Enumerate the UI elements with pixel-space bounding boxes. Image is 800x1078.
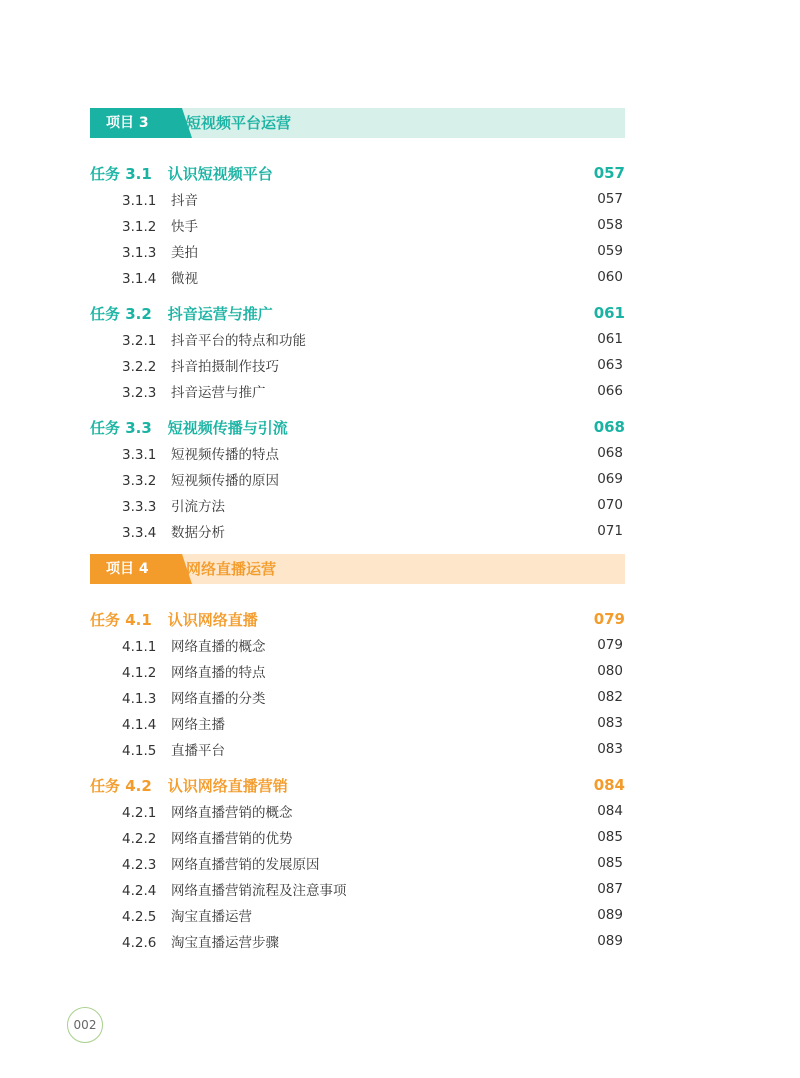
task-page: 061 [593, 304, 625, 322]
subtopic-title [122, 329, 306, 349]
subtopic-name: 网络直播营销流程及注意事项 [171, 883, 347, 899]
task-row[interactable] [90, 300, 625, 326]
subtopic-title [122, 661, 266, 681]
subtopic-number: 4.2.6 [122, 935, 157, 951]
task-block [90, 300, 625, 404]
subtopic-name: 抖音拍摄制作技巧 [171, 359, 279, 375]
subtopic-name: 直播平台 [171, 743, 225, 759]
subtopic-name: 美拍 [171, 245, 198, 261]
subtopic-page: 060 [597, 269, 623, 285]
task-number: 任务 4.1 [90, 610, 152, 629]
subtopic-name: 网络直播营销的概念 [171, 805, 293, 821]
page-number: 002 [67, 1007, 103, 1043]
subtopic-name: 微视 [171, 271, 198, 287]
subtopic-name: 快手 [171, 219, 198, 235]
task-page: 079 [593, 610, 625, 628]
subtopic-number: 3.3.4 [122, 525, 157, 541]
task-page: 084 [593, 776, 625, 794]
task-title [90, 303, 273, 324]
subtopic-title [122, 739, 225, 759]
subtopic-number: 4.1.4 [122, 717, 157, 733]
subtopic-row[interactable] [90, 876, 625, 902]
project-title: 短视频平台运营 [186, 114, 292, 132]
subtopic-title [122, 241, 198, 261]
subtopic-page: 089 [597, 933, 623, 949]
subtopic-page: 083 [597, 741, 623, 757]
task-name: 认识网络直播营销 [167, 776, 288, 795]
subtopic-row[interactable] [90, 212, 625, 238]
subtopic-page: 083 [597, 715, 623, 731]
subtopic-number: 3.2.3 [122, 385, 157, 401]
task-block [90, 160, 625, 290]
task-name: 抖音运营与推广 [167, 304, 273, 323]
subtopic-page: 087 [597, 881, 623, 897]
subtopic-row[interactable] [90, 378, 625, 404]
subtopic-name: 网络直播的特点 [171, 665, 266, 681]
subtopic-row[interactable] [90, 684, 625, 710]
task-page: 057 [593, 164, 625, 182]
subtopic-name: 抖音 [171, 193, 198, 209]
subtopic-row[interactable] [90, 186, 625, 212]
subtopic-row[interactable] [90, 352, 625, 378]
task-number: 任务 3.2 [90, 304, 152, 323]
subtopic-page: 085 [597, 855, 623, 871]
subtopic-row[interactable] [90, 518, 625, 544]
subtopic-page: 089 [597, 907, 623, 923]
subtopic-number: 4.1.1 [122, 639, 157, 655]
subtopic-number: 3.1.3 [122, 245, 157, 261]
toc-section [90, 108, 625, 544]
task-block [90, 606, 625, 762]
subtopic-row[interactable] [90, 710, 625, 736]
subtopic-name: 网络主播 [171, 717, 225, 733]
subtopic-name: 抖音运营与推广 [171, 385, 266, 401]
subtopic-row[interactable] [90, 440, 625, 466]
subtopic-row[interactable] [90, 466, 625, 492]
subtopic-name: 淘宝直播运营步骤 [171, 935, 279, 951]
subtopic-number: 4.2.1 [122, 805, 157, 821]
toc-page [90, 108, 625, 964]
task-page: 068 [593, 418, 625, 436]
subtopic-row[interactable] [90, 902, 625, 928]
subtopic-title [122, 469, 279, 489]
toc-section [90, 554, 625, 954]
subtopic-page: 059 [597, 243, 623, 259]
subtopic-page: 061 [597, 331, 623, 347]
subtopic-title [122, 853, 320, 873]
subtopic-page: 066 [597, 383, 623, 399]
subtopic-page: 082 [597, 689, 623, 705]
subtopic-row[interactable] [90, 928, 625, 954]
subtopic-number: 3.1.1 [122, 193, 157, 209]
project-title: 网络直播运营 [186, 560, 277, 578]
task-title [90, 417, 288, 438]
subtopic-title [122, 355, 279, 375]
task-number: 任务 4.2 [90, 776, 152, 795]
subtopic-number: 3.1.4 [122, 271, 157, 287]
task-name: 短视频传播与引流 [167, 418, 288, 437]
subtopic-name: 引流方法 [171, 499, 225, 515]
project-header [90, 108, 625, 138]
subtopic-title [122, 801, 293, 821]
task-block [90, 772, 625, 954]
subtopic-number: 4.1.2 [122, 665, 157, 681]
subtopic-page: 068 [597, 445, 623, 461]
subtopic-number: 4.1.5 [122, 743, 157, 759]
project-header [90, 554, 625, 584]
task-row[interactable] [90, 160, 625, 186]
subtopic-row[interactable] [90, 264, 625, 290]
task-row[interactable] [90, 606, 625, 632]
subtopic-title [122, 189, 198, 209]
subtopic-title [122, 381, 266, 401]
subtopic-title [122, 521, 225, 541]
subtopic-title [122, 905, 252, 925]
subtopic-name: 抖音平台的特点和功能 [171, 333, 306, 349]
subtopic-title [122, 443, 279, 463]
task-title [90, 775, 288, 796]
task-name: 认识短视频平台 [167, 164, 273, 183]
subtopic-number: 3.3.1 [122, 447, 157, 463]
subtopic-title [122, 267, 198, 287]
project-tag: 项目 3 [90, 108, 182, 138]
subtopic-row[interactable] [90, 238, 625, 264]
subtopic-name: 网络直播的概念 [171, 639, 266, 655]
subtopic-number: 4.2.4 [122, 883, 157, 899]
subtopic-row[interactable] [90, 798, 625, 824]
task-title [90, 163, 273, 184]
subtopic-number: 4.2.2 [122, 831, 157, 847]
subtopic-number: 4.1.3 [122, 691, 157, 707]
subtopic-row[interactable] [90, 492, 625, 518]
subtopic-page: 058 [597, 217, 623, 233]
subtopic-page: 079 [597, 637, 623, 653]
subtopic-number: 3.3.2 [122, 473, 157, 489]
project-tag: 项目 4 [90, 554, 182, 584]
subtopic-page: 063 [597, 357, 623, 373]
subtopic-title [122, 687, 266, 707]
task-number: 任务 3.3 [90, 418, 152, 437]
subtopic-page: 057 [597, 191, 623, 207]
subtopic-title [122, 713, 225, 733]
subtopic-name: 数据分析 [171, 525, 225, 541]
subtopic-number: 3.2.2 [122, 359, 157, 375]
subtopic-number: 4.2.5 [122, 909, 157, 925]
subtopic-number: 3.3.3 [122, 499, 157, 515]
subtopic-page: 085 [597, 829, 623, 845]
subtopic-page: 080 [597, 663, 623, 679]
task-row[interactable] [90, 772, 625, 798]
task-name: 认识网络直播 [167, 610, 258, 629]
subtopic-row[interactable] [90, 736, 625, 762]
subtopic-name: 短视频传播的原因 [171, 473, 279, 489]
subtopic-title [122, 635, 266, 655]
subtopic-title [122, 827, 293, 847]
subtopic-row[interactable] [90, 326, 625, 352]
subtopic-name: 短视频传播的特点 [171, 447, 279, 463]
task-title [90, 609, 258, 630]
subtopic-row[interactable] [90, 850, 625, 876]
subtopic-page: 069 [597, 471, 623, 487]
task-block [90, 414, 625, 544]
task-number: 任务 3.1 [90, 164, 152, 183]
task-row[interactable] [90, 414, 625, 440]
subtopic-title [122, 879, 347, 899]
subtopic-title [122, 495, 225, 515]
subtopic-name: 淘宝直播运营 [171, 909, 252, 925]
subtopic-name: 网络直播营销的发展原因 [171, 857, 320, 873]
subtopic-page: 084 [597, 803, 623, 819]
subtopic-row[interactable] [90, 658, 625, 684]
subtopic-page: 071 [597, 523, 623, 539]
subtopic-number: 4.2.3 [122, 857, 157, 873]
subtopic-page: 070 [597, 497, 623, 513]
subtopic-number: 3.1.2 [122, 219, 157, 235]
subtopic-title [122, 931, 279, 951]
subtopic-row[interactable] [90, 632, 625, 658]
subtopic-row[interactable] [90, 824, 625, 850]
subtopic-number: 3.2.1 [122, 333, 157, 349]
subtopic-name: 网络直播的分类 [171, 691, 266, 707]
subtopic-name: 网络直播营销的优势 [171, 831, 293, 847]
subtopic-title [122, 215, 198, 235]
